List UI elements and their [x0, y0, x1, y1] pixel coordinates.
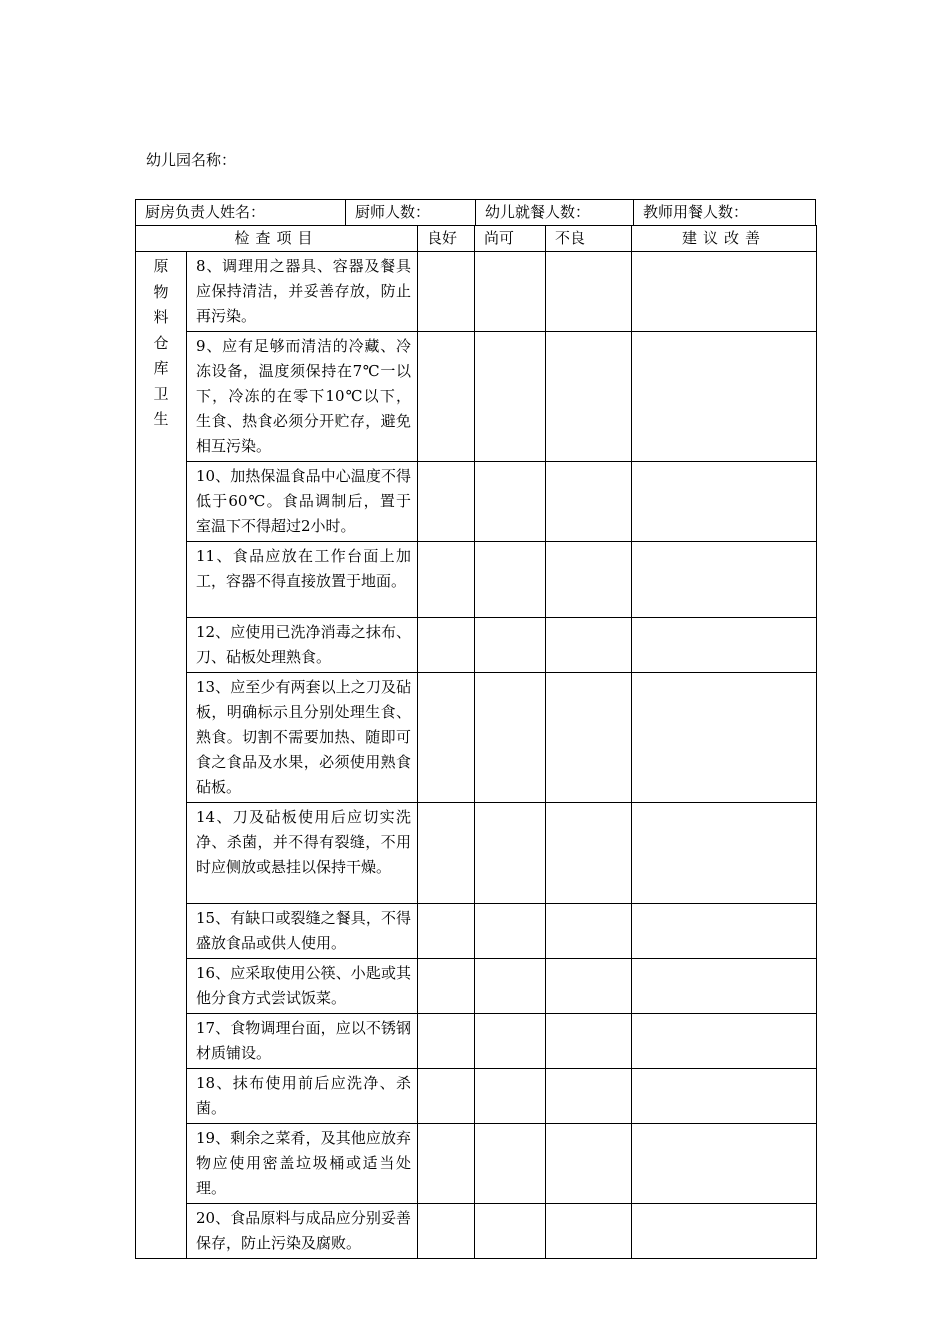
- rating-cell-poor[interactable]: [546, 1204, 632, 1259]
- header-good: 良好: [418, 226, 475, 252]
- rating-cell-fair[interactable]: [475, 462, 546, 542]
- rating-cell-poor[interactable]: [546, 803, 632, 904]
- rating-cell-good[interactable]: [418, 542, 475, 618]
- category-char: 物: [153, 282, 169, 301]
- rating-cell-good[interactable]: [418, 618, 475, 673]
- category-char: 卫: [153, 384, 169, 403]
- rating-cell-poor[interactable]: [546, 252, 632, 332]
- category-raw-material-warehouse-hygiene: [136, 252, 187, 1259]
- rating-cell-suggestion[interactable]: [632, 1124, 817, 1204]
- rating-cell-suggestion[interactable]: [632, 1014, 817, 1069]
- table-row: [136, 252, 817, 332]
- table-row: [136, 618, 817, 673]
- inspection-item-text: 8、调理用之器具、容器及餐具应保持清洁，并妥善存放，防止再污染。: [187, 252, 418, 332]
- table-row: [136, 462, 817, 542]
- inspection-item-text: 12、应使用已洗净消毒之抹布、刀、砧板处理熟食。: [187, 618, 418, 673]
- table-header-row: [136, 226, 817, 252]
- kindergarten-name-label: 幼儿园名称：: [146, 151, 237, 169]
- rating-cell-poor[interactable]: [546, 462, 632, 542]
- table-row: [136, 1124, 817, 1204]
- info-header-row: [135, 199, 816, 225]
- table-row: [136, 1204, 817, 1259]
- inspection-item-text: 17、食物调理台面，应以不锈钢材质铺设。: [187, 1014, 418, 1069]
- rating-cell-suggestion[interactable]: [632, 803, 817, 904]
- rating-cell-fair[interactable]: [475, 618, 546, 673]
- rating-cell-poor[interactable]: [546, 332, 632, 462]
- rating-cell-fair[interactable]: [475, 904, 546, 959]
- rating-cell-fair[interactable]: [475, 332, 546, 462]
- rating-cell-good[interactable]: [418, 1204, 475, 1259]
- inspection-item-text: 11、食品应放在工作台面上加工，容器不得直接放置于地面。: [187, 542, 418, 618]
- rating-cell-good[interactable]: [418, 803, 475, 904]
- rating-cell-good[interactable]: [418, 252, 475, 332]
- table-row: [136, 1069, 817, 1124]
- rating-cell-fair[interactable]: [475, 959, 546, 1014]
- table-row: [136, 673, 817, 803]
- rating-cell-poor[interactable]: [546, 1124, 632, 1204]
- rating-cell-fair[interactable]: [475, 803, 546, 904]
- rating-cell-suggestion[interactable]: [632, 959, 817, 1014]
- inspection-item-text: 9、应有足够而清洁的冷藏、冷冻设备，温度须保持在7℃一以下，冷冻的在零下10℃以下，生食、热食必须分开贮存，避免相互污染。: [187, 332, 418, 462]
- category-char: 生: [153, 410, 169, 428]
- rating-cell-good[interactable]: [418, 673, 475, 803]
- inspection-item-text: 13、应至少有两套以上之刀及砧板，明确标示且分别处理生食、熟食。切割不需要加热、随即可食之食品及水果，必须使用熟食砧板。: [187, 673, 418, 803]
- rating-cell-good[interactable]: [418, 462, 475, 542]
- rating-cell-good[interactable]: [418, 1014, 475, 1069]
- rating-cell-suggestion[interactable]: [632, 542, 817, 618]
- rating-cell-suggestion[interactable]: [632, 252, 817, 332]
- table-row: [136, 542, 817, 618]
- rating-cell-good[interactable]: [418, 904, 475, 959]
- inspection-item-text: 10、加热保温食品中心温度不得低于60℃。食品调制后，置于室温下不得超过2小时。: [187, 462, 418, 542]
- inspection-item-text: 18、抹布使用前后应洗净、杀菌。: [187, 1069, 418, 1124]
- rating-cell-good[interactable]: [418, 1124, 475, 1204]
- rating-cell-fair[interactable]: [475, 1069, 546, 1124]
- table-row: [136, 904, 817, 959]
- rating-cell-fair[interactable]: [475, 673, 546, 803]
- table-row: [136, 332, 817, 462]
- rating-cell-poor[interactable]: [546, 673, 632, 803]
- header-suggestion: 建议改善: [632, 226, 817, 252]
- rating-cell-suggestion[interactable]: [632, 673, 817, 803]
- rating-cell-suggestion[interactable]: [632, 332, 817, 462]
- rating-cell-poor[interactable]: [546, 1069, 632, 1124]
- rating-cell-fair[interactable]: [475, 1124, 546, 1204]
- category-char: 原: [153, 257, 169, 275]
- rating-cell-suggestion[interactable]: [632, 1204, 817, 1259]
- rating-cell-poor[interactable]: [546, 1014, 632, 1069]
- rating-cell-fair[interactable]: [475, 252, 546, 332]
- teacher-dining-count-label: 教师用餐人数：: [633, 200, 816, 225]
- rating-cell-suggestion[interactable]: [632, 462, 817, 542]
- header-poor: 不良: [546, 226, 632, 252]
- header-inspection-item: 检查项目: [136, 226, 418, 252]
- rating-cell-good[interactable]: [418, 1069, 475, 1124]
- rating-cell-poor[interactable]: [546, 542, 632, 618]
- rating-cell-poor[interactable]: [546, 618, 632, 673]
- rating-cell-suggestion[interactable]: [632, 618, 817, 673]
- inspection-item-text: 19、剩余之菜肴，及其他应放弃物应使用密盖垃圾桶或适当处理。: [187, 1124, 418, 1204]
- inspection-item-text: 15、有缺口或裂缝之餐具，不得盛放食品或供人使用。: [187, 904, 418, 959]
- rating-cell-fair[interactable]: [475, 1204, 546, 1259]
- kitchen-head-name-label: 厨房负责人姓名：: [145, 203, 266, 221]
- inspection-item-text: 14、刀及砧板使用后应切实洗净、杀菌，并不得有裂缝，不用时应侧放或悬挂以保持干燥。: [187, 803, 418, 904]
- table-row: [136, 959, 817, 1014]
- rating-cell-fair[interactable]: [475, 1014, 546, 1069]
- category-char: 料: [153, 308, 169, 326]
- inspection-table: [135, 225, 817, 1259]
- category-char: 库: [153, 359, 169, 377]
- rating-cell-fair[interactable]: [475, 542, 546, 618]
- children-dining-count-label: 幼儿就餐人数：: [475, 200, 633, 225]
- rating-cell-suggestion[interactable]: [632, 1069, 817, 1124]
- rating-cell-poor[interactable]: [546, 959, 632, 1014]
- rating-cell-good[interactable]: [418, 959, 475, 1014]
- chef-count-label: 厨师人数：: [345, 200, 475, 225]
- inspection-item-text: 16、应采取使用公筷、小匙或其他分食方式尝试饭菜。: [187, 959, 418, 1014]
- inspection-item-text: 20、食品原料与成品应分别妥善保存，防止污染及腐败。: [187, 1204, 418, 1259]
- rating-cell-poor[interactable]: [546, 904, 632, 959]
- header-fair: 尚可: [475, 226, 546, 252]
- table-row: [136, 1014, 817, 1069]
- category-char: 仓: [153, 333, 169, 352]
- rating-cell-good[interactable]: [418, 332, 475, 462]
- rating-cell-suggestion[interactable]: [632, 904, 817, 959]
- table-row: [136, 803, 817, 904]
